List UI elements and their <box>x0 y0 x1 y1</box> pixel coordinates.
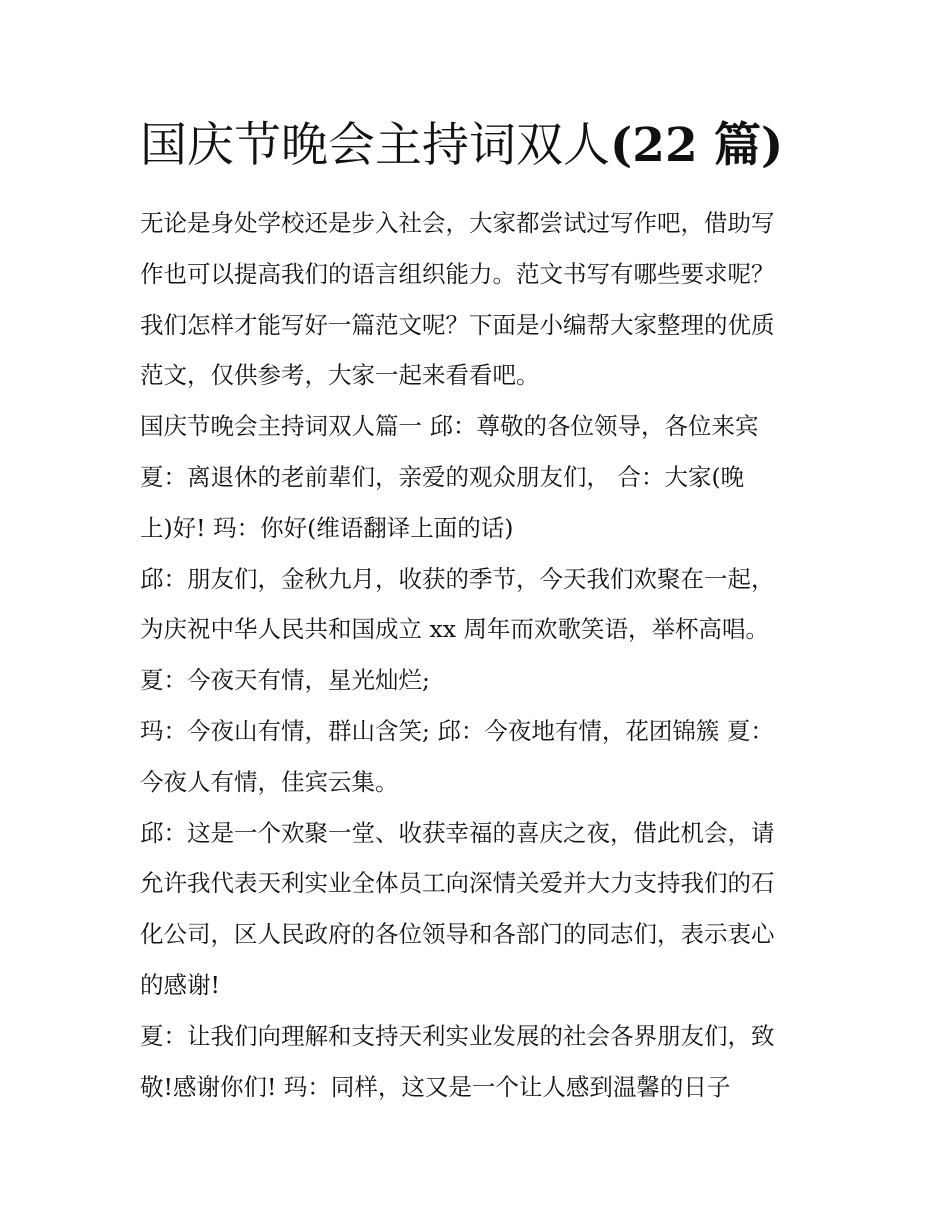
text-line: 夏：离退休的老前辈们，亲爱的观众朋友们， 合：大家(晚 <box>140 462 745 491</box>
text-line: 今夜人有情，佳宾云集。 <box>140 767 399 796</box>
text-line: 夏：今夜天有情，星光灿烂; <box>140 666 430 695</box>
text-line: 的感谢! <box>140 970 220 999</box>
document-body <box>140 198 820 1112</box>
text-line: 化公司，区人民政府的各位领导和各部门的同志们，表示衷心 <box>140 920 775 949</box>
text-line: 为庆祝中华人民共和国成立 xx 周年而欢歌笑语，举杯高唱。 <box>140 615 769 644</box>
text-line: 夏：让我们向理解和支持天利实业发展的社会各界朋友们，致 <box>140 1021 775 1050</box>
text-line: 敬!感谢你们! 玛：同样，这又是一个让人感到温馨的日子 <box>140 1072 731 1101</box>
text-line: 玛：今夜山有情，群山含笑; 邱：今夜地有情，花团锦簇 夏： <box>140 716 774 745</box>
text-line: 允许我代表天利实业全体员工向深情关爱并大力支持我们的石 <box>140 869 775 898</box>
text-line: 国庆节晚会主持词双人篇一 邱：尊敬的各位领导，各位来宾 <box>140 412 759 441</box>
text-line: 范文，仅供参考，大家一起来看看吧。 <box>140 361 540 390</box>
document-title <box>140 112 840 180</box>
text-line: 上)好! 玛：你好(维语翻译上面的话) <box>140 513 514 542</box>
text-line: 邱：这是一个欢聚一堂、收获幸福的喜庆之夜，借此机会，请 <box>140 818 775 847</box>
text-line: 无论是身处学校还是步入社会，大家都尝试过写作吧，借助写 <box>140 209 775 237</box>
title-suffix: (22 篇) <box>610 118 784 173</box>
text-line: 我们怎样才能写好一篇范文呢？下面是小编帮大家整理的优质 <box>140 310 775 339</box>
text-line: 作也可以提高我们的语言组织能力。范文书写有哪些要求呢？ <box>140 259 775 288</box>
text-line: 邱：朋友们，金秋九月，收获的季节，今天我们欢聚在一起， <box>140 564 775 593</box>
title-main: 国庆节晚会主持词双人 <box>140 118 610 173</box>
